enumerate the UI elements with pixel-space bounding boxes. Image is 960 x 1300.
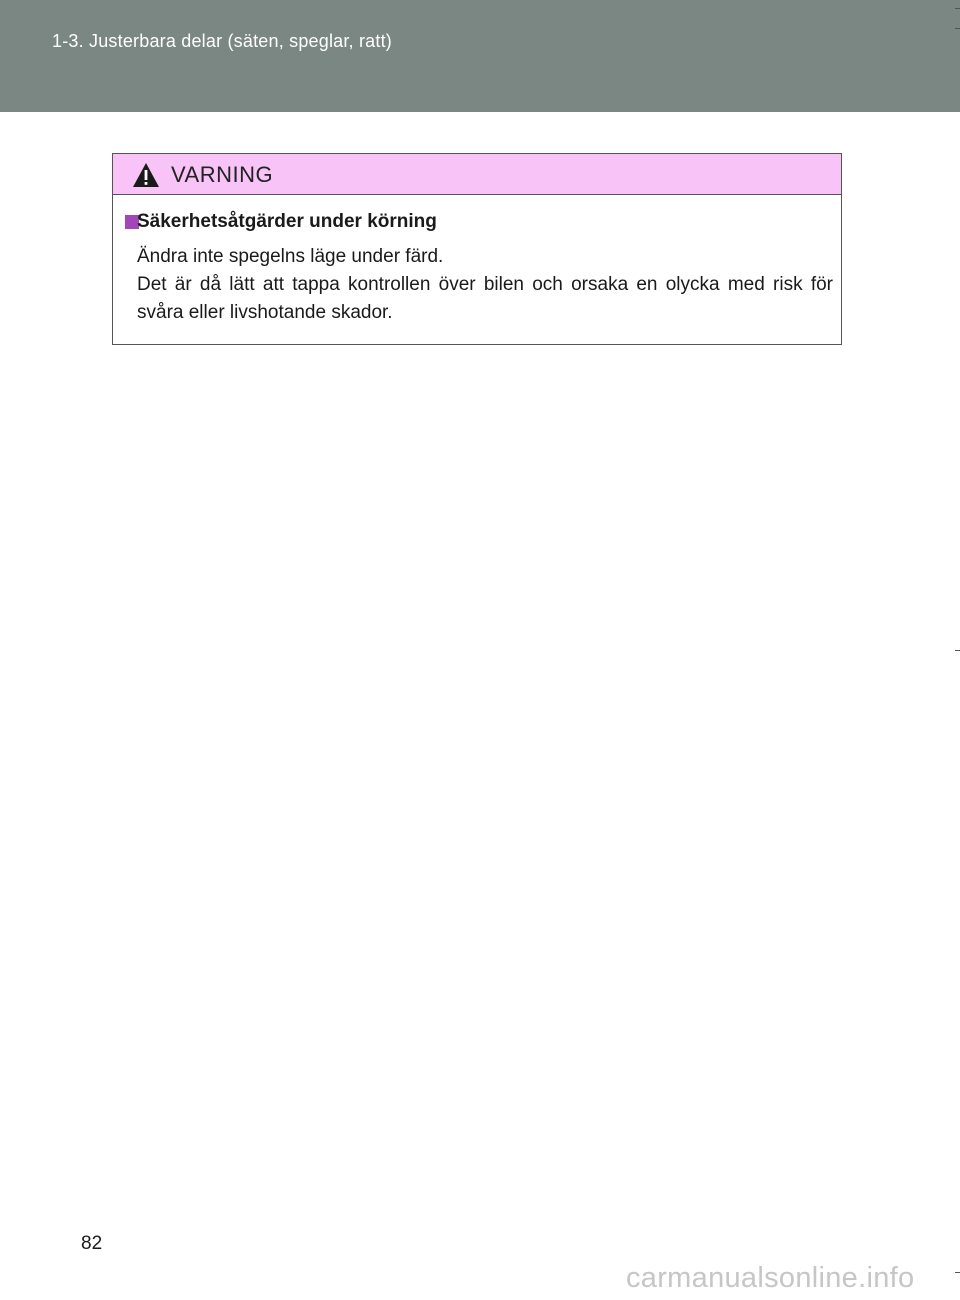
page-number: 82 (81, 1233, 103, 1254)
warning-line: Ändra inte spegelns läge under färd. (137, 246, 444, 267)
warning-line: Det är då lätt att tappa kontrollen över bilen och orsaka en olycka med risk för svåra eller livshotande skador. (137, 274, 833, 323)
warning-box (112, 153, 842, 345)
crop-mark (955, 28, 960, 29)
section-title: 1-3. Justerbara delar (säten, speglar, ratt) (52, 31, 392, 51)
crop-mark (955, 650, 960, 651)
warning-header (113, 154, 841, 195)
warning-label: VARNING (171, 162, 274, 187)
watermark: carmanualsonline.info (626, 1262, 915, 1294)
warning-triangle-icon (132, 162, 160, 188)
bullet-heading-row (113, 211, 833, 241)
crop-mark (955, 8, 960, 9)
warning-body (113, 195, 841, 327)
crop-mark (955, 1272, 960, 1273)
header-band (0, 0, 960, 112)
warning-heading: Säkerhetsåtgärder under körning (137, 211, 437, 232)
warning-text (137, 243, 833, 327)
